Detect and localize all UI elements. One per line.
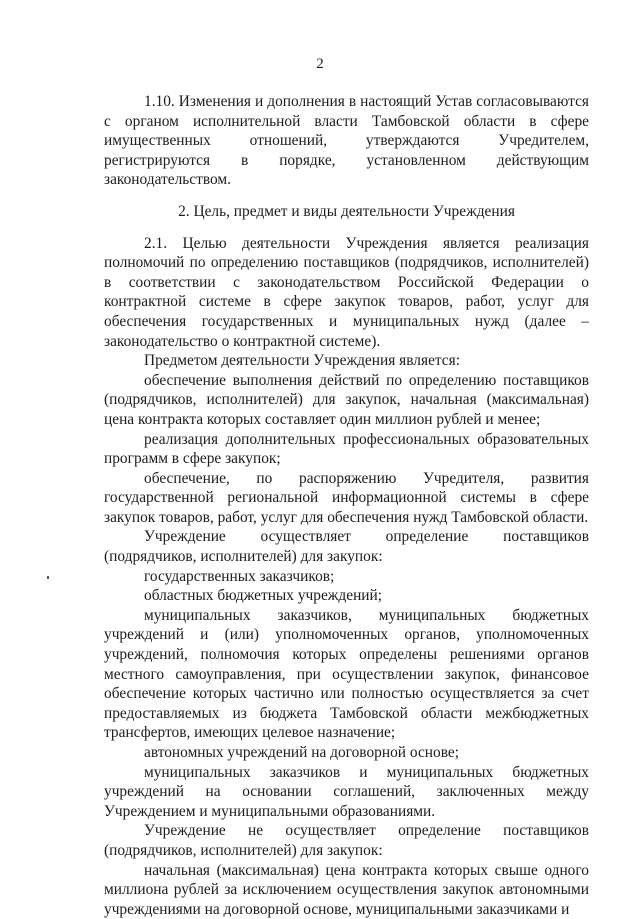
scan-artifact-mark — [47, 576, 49, 579]
performs-item-2: областных бюджетных учреждений; — [144, 587, 383, 605]
subject-intro: Предметом деятельности Учреждения является: — [144, 352, 460, 370]
not-performs-intro: Учреждение не осуществляет определение поставщиков (подрядчиков, исполнителей) для закупок: — [104, 822, 589, 859]
document-body — [104, 92, 589, 919]
paragraph-2-1: 2.1. Целью деятельности Учреждения является реализация полномочий по определению поставщиков (подрядчиков, исполнителей) в соответствии с законодательством Российской Федерации о контрактной системе в сфере закупок товаров, работ, услуг для обеспечения государственных и муниципальных нужд (далее – законодательство о контрактной системе). — [104, 234, 589, 350]
performs-item-4: автономных учреждений на договорной основе; — [144, 744, 460, 761]
performs-item-3: муниципальных заказчиков, муниципальных бюджетных учреждений и (или) уполномоченных органов, уполномоченных учреждений, полномочия которых определены решениями органов местного самоуправления, при осуществлении закупок, финансовое обеспечение которых частично или полностью осуществляется за счет предоставляемых из бюджета Тамбовской области межбюджетных трансфертов, имеющих целевое назначение; — [104, 606, 589, 742]
page-number: 2 — [316, 56, 324, 72]
paragraph-1-10: 1.10. Изменения и дополнения в настоящий Устав согласовываются с органом исполнительной власти Тамбовской области в сфере имущественных отношений, утверждаются Учредителем, регистрируются в порядке, установленном действующим законодательством. — [104, 93, 589, 189]
section-2-heading: 2. Цель, предмет и виды деятельности Учреждения — [178, 202, 515, 220]
performs-item-1: государственных заказчиков; — [144, 567, 335, 585]
not-performs-item-1: начальная (максимальная) цена контракта которых свыше одного миллиона рублей за исключением осуществления закупок автономными учреждениями на договорной основе, муниципальными заказчиками и — [104, 861, 589, 918]
subject-item-3: обеспечение, по распоряжению Учредителя, развития государственной региональной информационной системы в сфере закупок товаров, работ, услуг для обеспечения нужд Тамбовской области. — [104, 469, 589, 526]
performs-intro: Учреждение осуществляет определение поставщиков (подрядчиков, исполнителей) для закупок: — [104, 528, 589, 566]
subject-item-1: обеспечение выполнения действий по определению поставщиков (подрядчиков, исполнителей) для закупок, начальная (максимальная) цена контракта которых составляет один миллион рублей и менее; — [104, 371, 589, 428]
performs-item-5: муниципальных заказчиков и муниципальных бюджетных учреждений на основании соглашений, заключенных между Учреждением и муниципальными образованиями. — [104, 763, 589, 820]
subject-item-2: реализация дополнительных профессиональных образовательных программ в сфере закупок; — [104, 430, 589, 468]
